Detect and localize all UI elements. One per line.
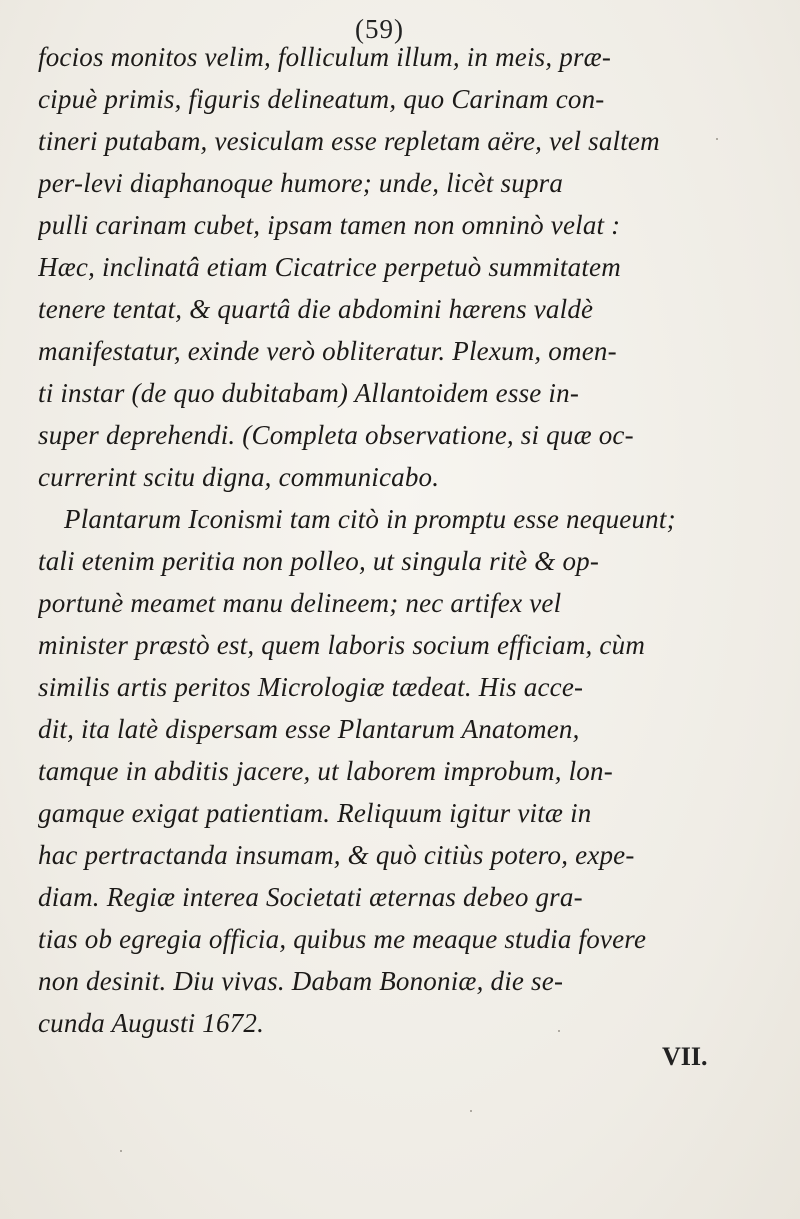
text-line: Hæc, inclinatâ etiam Cicatrice perpetuò summitatem xyxy=(38,252,621,282)
text-line: pulli carinam cubet, ipsam tamen non omninò velat : xyxy=(38,210,621,240)
text-line: tias ob egregia officia, quibus me meaque studia fovere xyxy=(38,924,647,954)
text-line: diam. Regiæ interea Societati æternas debeo gra- xyxy=(38,882,583,912)
paper-speck xyxy=(716,138,718,140)
paper-speck xyxy=(120,1150,122,1152)
page-number: (59) xyxy=(355,14,404,44)
text-line: ti instar (de quo dubitabam) Allantoidem esse in- xyxy=(38,378,580,408)
text-line: similis artis peritos Micrologiæ tædeat. His acce- xyxy=(38,672,584,702)
text-line: minister præstò est, quem laboris socium efficiam, cùm xyxy=(38,630,646,660)
paragraph-start-line: Plantarum Iconismi tam citò in promptu esse nequeunt; xyxy=(64,504,676,534)
catchword: VII. xyxy=(662,1042,708,1071)
body-text xyxy=(38,36,778,1044)
text-line: manifestatur, exinde verò obliteratur. Plexum, omen- xyxy=(38,336,617,366)
text-line: cipuè primis, figuris delineatum, quo Carinam con- xyxy=(38,84,605,114)
text-line: tamque in abditis jacere, ut laborem improbum, lon- xyxy=(38,756,613,786)
text-line: super deprehendi. (Completa observatione, si quæ oc- xyxy=(38,420,634,450)
text-line: portunè meamet manu delineem; nec artifex vel xyxy=(38,588,562,618)
paper-speck xyxy=(470,1110,472,1112)
paper-speck xyxy=(558,1030,560,1032)
text-line: non desinit. Diu vivas. Dabam Bononiæ, die se- xyxy=(38,966,564,996)
text-line: gamque exigat patientiam. Reliquum igitur vitæ in xyxy=(38,798,592,828)
text-line: dit, ita latè dispersam esse Plantarum Anatomen, xyxy=(38,714,580,744)
text-line: tineri putabam, vesiculam esse repletam aëre, vel saltem xyxy=(38,126,660,156)
text-line: focios monitos velim, folliculum illum, in meis, præ- xyxy=(38,42,612,72)
text-line: cunda Augusti 1672. xyxy=(38,1008,265,1038)
text-line: currerint scitu digna, communicabo. xyxy=(38,462,440,492)
text-line: tenere tentat, & quartâ die abdomini hærens valdè xyxy=(38,294,594,324)
text-line: per-levi diaphanoque humore; unde, licèt supra xyxy=(38,168,564,198)
text-line: tali etenim peritia non polleo, ut singula ritè & op- xyxy=(38,546,600,576)
text-line: hac pertractanda insumam, & quò citiùs potero, expe- xyxy=(38,840,635,870)
